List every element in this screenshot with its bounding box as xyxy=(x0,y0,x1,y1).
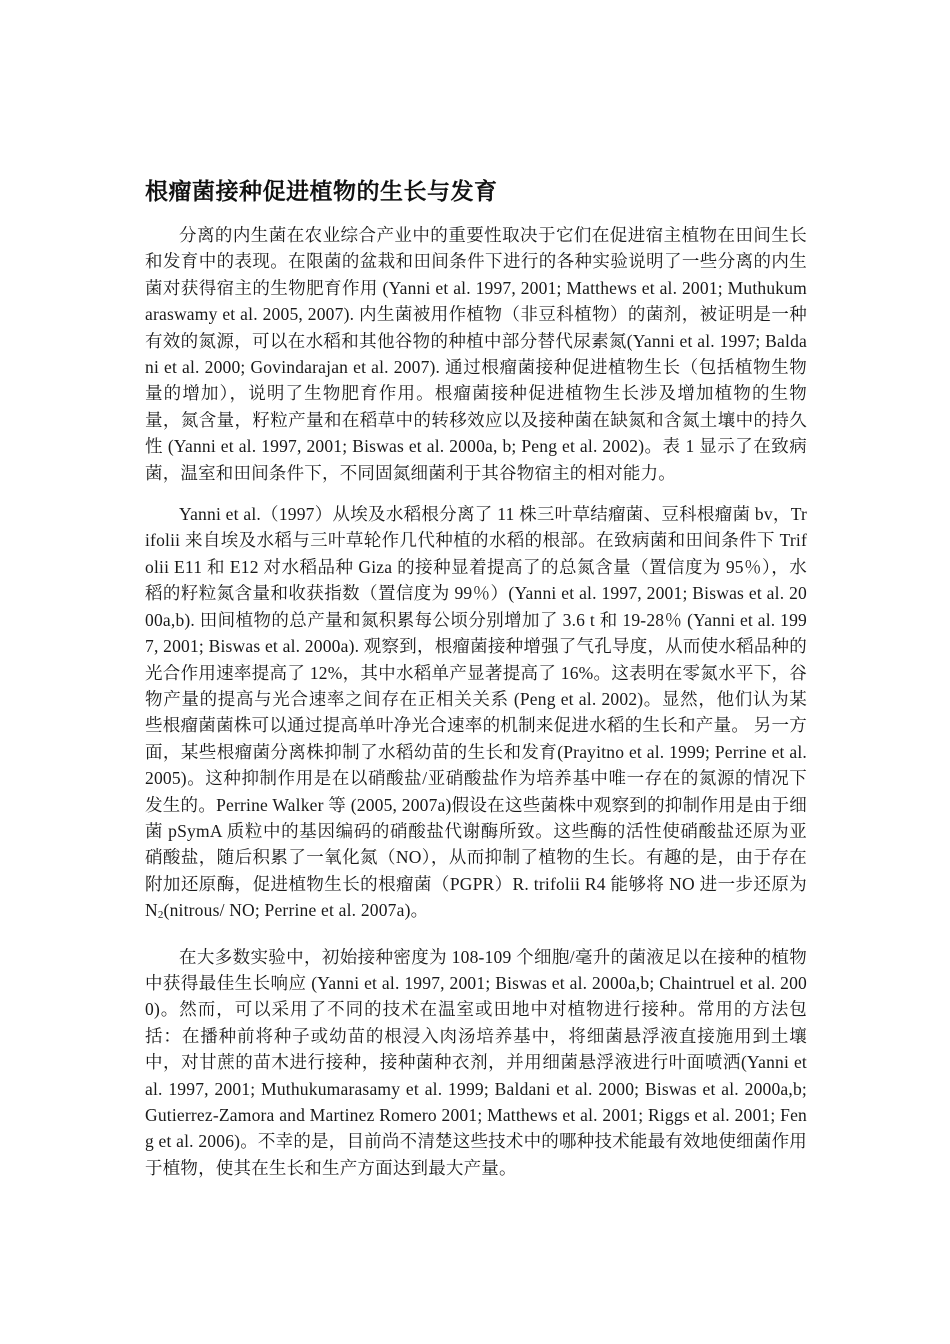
section-heading: 根瘤菌接种促进植物的生长与发育 xyxy=(145,179,498,205)
paragraph-2-text: Yanni et al.（1997）从埃及水稻根分离了 11 株三叶草结瘤菌、豆科根瘤菌 bv，Trifolii 来自埃及水稻与三叶草轮作几代种植的水稻的根部。在致病菌和田间条件下 Trifolii E11 和 E12 对水稻品种 Giza 的接种显着提高了的总氮含量（置信度为 95％），水稻的籽粒氮含量和收获指数（置信度为 99％）(Yanni et al. 1997, 2001; Biswas et al. 2000a,b). 田间植物的总产量和氮积累每公顷分别增加了 3.6 t 和 19-28％ (Yanni et al. 1997, 2001; Biswas et al. 2000a). 观察到，根瘤菌接种增强了气孔导度，从而使水稻品种的光合作用速率提高了 12%，其中水稻单产显著提高了 16%。这表明在零氮水平下，谷物产量的提高与光合速率之间存在正相关关系 (Peng et al. 2002)。显然，他们认为某些根瘤菌菌株可以通过提高单叶净光合速率的机制来促进水稻的生长和产量。 另一方面，某些根瘤菌分离株抑制了水稻幼苗的生长和发育(Prayitno et al. 1999; Perrine et al. 2005)。这种抑制作用是在以硝酸盐/亚硝酸盐作为培养基中唯一存在的氮源的情况下发生的。Perrine Walker 等 (2005, 2007a)假设在这些菌株中观察到的抑制作用是由于细菌 pSymA 质粒中的基因编码的硝酸盐代谢酶所致。这些酶的活性使硝酸盐还原为亚硝酸盐，随后积累了一氧化氮（NO），从而抑制了植物的生长。有趣的是，由于存在附加还原酶，促进植物生长的根瘤菌（PGPR）R. trifolii R4 能够将 NO 进一步还原为 N xyxy=(145,504,807,921)
paragraph-2-tail: (nitrous/ NO; Perrine et al. 2007a)。 xyxy=(163,900,429,921)
paragraph-3: 在大多数实验中，初始接种密度为 108-109 个细胞/毫升的菌液足以在接种的植物中获得最佳生长响应 (Yanni et al. 1997, 2001; Biswas et al. 2000a,b; Chaintruel et al. 2000)。然而，可以采用了不同的技术在温室或田地中对植物进行接种。常用的方法包括：在播种前将种子或幼苗的根浸入肉汤培养基中，将细菌悬浮液直接施用到土壤中，对甘蔗的苗木进行接种，接种菌种衣剂，并用细菌悬浮液进行叶面喷洒(Yanni et al. 1997, 2001; Muthukumarasamy et al. 1999; Baldani et al. 2000; Biswas et al. 2000a,b; Gutierrez-Zamora and Martinez Romero 2001; Matthews et al. 2001; Riggs et al. 2001; Feng et al. 2006)。不幸的是，目前尚不清楚这些技术中的哪种技术能最有效地使细菌作用于植物，使其在生长和生产方面达到最大产量。 xyxy=(145,946,807,1178)
nitrogen-subscript: 2 xyxy=(157,909,164,922)
paragraph-2 xyxy=(145,501,807,929)
paragraph-1: 分离的内生菌在农业综合产业中的重要性取决于它们在促进宿主植物在田间生长和发育中的表现。在限菌的盆栽和田间条件下进行的各种实验说明了一些分离的内生菌对获得宿主的生物肥育作用 (Yanni et al. 1997, 2001; Matthews et al. 2001; Muthukumaraswamy et al. 2005, 2007). 内生菌被用作植物（非豆科植物）的菌剂，被证明是一种有效的氮源，可以在水稻和其他谷物的种植中部分替代尿素氮(Yanni et al. 1997; Baldani et al. 2000; Govindarajan et al. 2007). 通过根瘤菌接种促进植物生长（包括植物生物量的增加），说明了生物肥育作用。根瘤菌接种促进植物生长涉及增加植物的生物量，氮含量，籽粒产量和在稻草中的转移效应以及接种菌在缺氮和含氮土壤中的持久性 (Yanni et al. 1997, 2001; Biswas et al. 2000a, b; Peng et al. 2002)。表 1 显示了在致病菌，温室和田间条件下，不同固氮细菌利于其谷物宿主的相对能力。 xyxy=(145,225,807,483)
document-body xyxy=(145,176,807,1196)
